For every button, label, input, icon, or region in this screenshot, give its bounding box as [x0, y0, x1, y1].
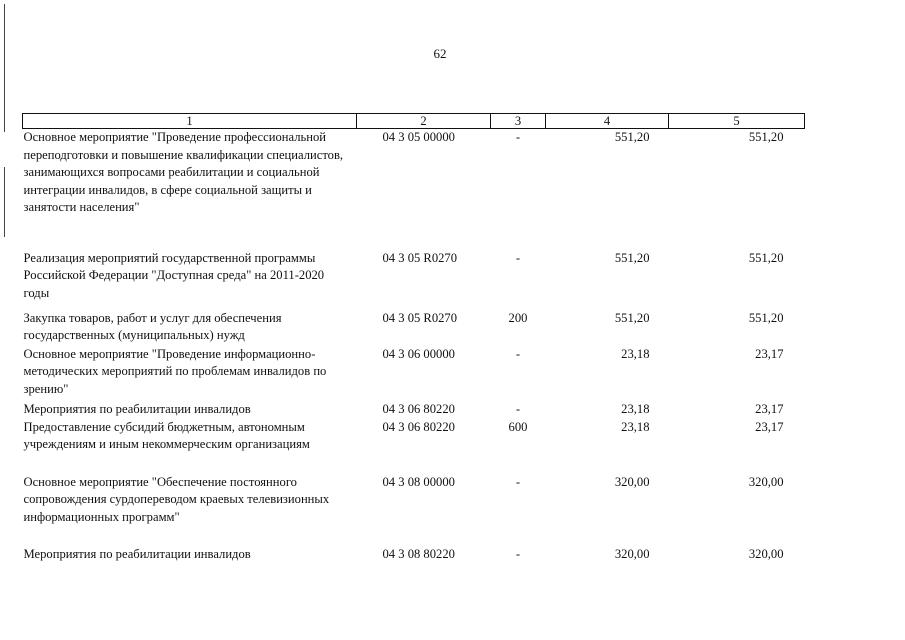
row-value-5: 551,20: [748, 130, 784, 144]
row-name: Мероприятия по реабилитации инвалидов: [23, 401, 251, 416]
row-value-4: 320,00: [614, 474, 650, 489]
column-header-code: 2: [357, 114, 491, 129]
table-header-row: [23, 114, 805, 129]
scan-edge-mark-top: [4, 4, 5, 132]
row-code: 04 3 06 80220: [382, 419, 455, 434]
row-value-5: 551,20: [748, 310, 784, 325]
table-row: [23, 250, 805, 310]
row-value-4: 23,18: [621, 419, 650, 434]
row-value-5: 23,17: [755, 346, 784, 361]
row-code: 04 3 06 80220: [382, 401, 455, 416]
row-value-5: 551,20: [748, 250, 784, 265]
table-row: [23, 474, 805, 546]
table-row: [23, 546, 805, 564]
row-type: -: [515, 474, 521, 489]
table-row: [23, 310, 805, 346]
row-code: 04 3 05 R0270: [382, 310, 458, 325]
row-value-5: 23,17: [755, 401, 784, 416]
row-name: Закупка товаров, работ и услуг для обеспечения государственных (муниципальных) нужд: [23, 310, 282, 343]
row-value-5: 320,00: [748, 474, 784, 489]
row-name: Реализация мероприятий государственной программы Российской Федерации "Доступная среда" на 2011-2020 годы: [23, 250, 325, 300]
row-value-4: 551,20: [614, 130, 650, 144]
table-row: [23, 401, 805, 419]
row-value-4: 23,18: [621, 346, 650, 361]
row-value-4: 551,20: [614, 250, 650, 265]
row-value-5: 320,00: [748, 546, 784, 561]
row-code: 04 3 08 00000: [382, 474, 455, 489]
page-number: 62: [433, 46, 447, 61]
row-type: -: [515, 546, 521, 561]
row-code: 04 3 05 R0270: [382, 250, 458, 265]
budget-table: [22, 113, 805, 564]
row-code: 04 3 08 80220: [382, 546, 455, 561]
row-name: Основное мероприятие "Проведение профессиональной переподготовки и повышение квалификации специалистов, занимающихся вопросами реабилитации и социальной интеграции инвалидов, в сфере социальной защиты и занятости населения": [23, 130, 344, 215]
row-value-4: 551,20: [614, 310, 650, 325]
row-name: Основное мероприятие "Проведение информационно-методических мероприятий по проблемам инвалидов по зрению": [23, 346, 327, 396]
table-row: [23, 129, 805, 250]
row-type: 200: [508, 310, 528, 325]
row-value-5: 23,17: [755, 419, 784, 434]
row-type: -: [515, 401, 521, 416]
row-type: 600: [508, 419, 528, 434]
row-type: -: [515, 130, 521, 144]
column-header-value-4: 4: [546, 114, 669, 129]
table-row: [23, 346, 805, 401]
scan-edge-mark-middle: [4, 167, 5, 237]
row-name: Предоставление субсидий бюджетным, автономным учреждениям и иным некоммерческим организациям: [23, 419, 310, 452]
column-header-name: 1: [23, 114, 357, 129]
row-code: 04 3 06 00000: [382, 346, 455, 361]
row-name: Основное мероприятие "Обеспечение постоянного сопровождения сурдопереводом краевых телевизионных информационных программ": [23, 474, 330, 524]
column-header-type: 3: [491, 114, 546, 129]
row-value-4: 320,00: [614, 546, 650, 561]
row-name: Мероприятия по реабилитации инвалидов: [23, 546, 251, 561]
row-type: -: [515, 250, 521, 265]
row-code: 04 3 05 00000: [382, 130, 455, 144]
table-row: [23, 419, 805, 474]
row-value-4: 23,18: [621, 401, 650, 416]
row-type: -: [515, 346, 521, 361]
column-header-value-5: 5: [669, 114, 805, 129]
